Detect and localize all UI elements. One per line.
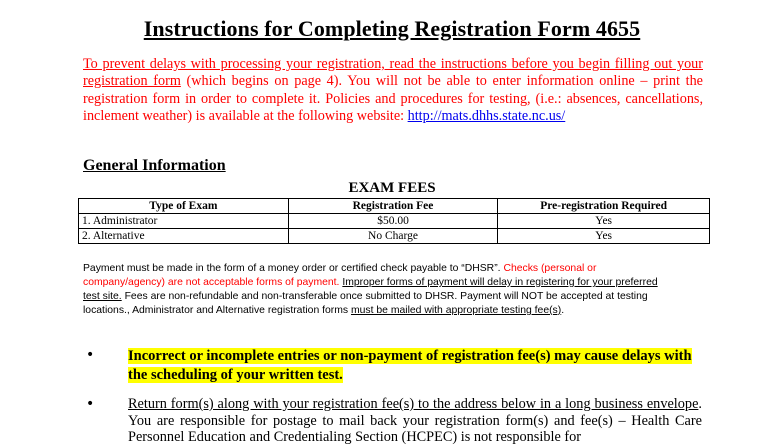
table-cell: Yes [498,214,710,229]
bullet-icon: • [86,347,95,363]
payment-text: Payment must be made in the form of a money order or certified check payable to “DHSR”. [83,263,504,274]
table-row [79,214,710,229]
bullet-icon: • [86,396,95,412]
column-header: Registration Fee [288,199,498,214]
bullet-item-delays [128,347,702,385]
table-header-row [79,199,710,214]
fees-table [78,198,710,244]
document-title: Instructions for Completing Registration Form 4655 [143,16,641,41]
payment-text: Fees are non-refundable and non-transferable once submitted to DHSR. Payment will NOT be accepted at testing locations., Administrator and Alternative registration forms [83,291,648,316]
bullet-item-return-forms [128,396,702,446]
fees-table-title: EXAM FEES [348,180,436,196]
website-link[interactable]: http://mats.dhhs.state.nc.us/ [407,108,566,125]
table-cell: No Charge [288,229,498,244]
table-cell: 1. Administrator [79,214,289,229]
payment-warning-text: Checks (personal or company/agency) are not acceptable forms of payment. [83,263,597,288]
bullet-text: . You are responsible for postage to mail back your registration form(s) and fee(s) – Health Care Personnel Education and Credentialing Section (HCPEC) is not responsible for [128,396,702,445]
payment-underlined-text: must be mailed with appropriate testing fee(s) [350,305,562,316]
section-heading: General Information [83,157,226,174]
table-cell: $50.00 [288,214,498,229]
highlighted-text: Incorrect or incomplete entries or non-payment of registration fee(s) may cause delays with the scheduling of your written test. [128,348,692,383]
intro-text: (which begins on page 4). You will not be able to enter information online – print the registration form in order to complete it. Policies and procedures for testing, (i.e.: absences, cancellations, inclement weather) is available at the following website: [83,73,703,125]
table-row [79,229,710,244]
intro-underlined-text: To prevent delays with processing your registration, read the instructions before you begin filling out your registration form [83,56,703,90]
table-cell: Yes [498,229,710,244]
column-header: Pre-registration Required [498,199,710,214]
column-header: Type of Exam [79,199,289,214]
payment-underlined-text: Improper forms of payment will delay in registering for your preferred test site. [83,277,658,302]
table-cell: 2. Alternative [79,229,289,244]
intro-paragraph [83,56,703,126]
underlined-text: Return form(s) along with your registration fee(s) to the address below in a long business envelope [128,396,699,412]
payment-paragraph [83,262,663,318]
payment-text: . [561,305,565,316]
